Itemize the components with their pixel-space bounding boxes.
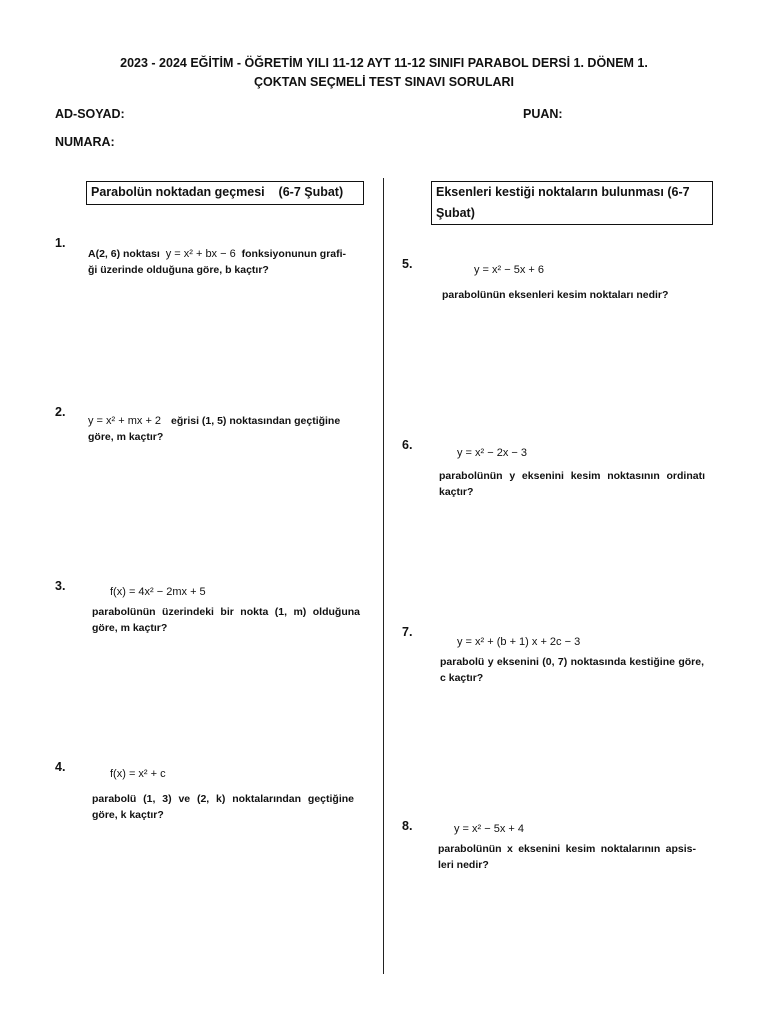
exam-title-line2: ÇOKTAN SEÇMELİ TEST SINAVI SORULARI — [254, 75, 514, 89]
question-2-text — [88, 413, 363, 445]
question-2-body: göre, m kaçtır? — [88, 431, 164, 443]
number-label: NUMARA: — [55, 135, 115, 149]
exam-title-line1: 2023 - 2024 EĞİTİM - ÖĞRETİM YILI 11-12 AYT 11-12 SINIFI PARABOL DERSİ 1. DÖNEM 1. — [120, 56, 648, 70]
exam-title — [0, 54, 768, 92]
question-7-body: parabolü y eksenini (0, 7) noktasında kestiğine göre, c kaçtır? — [440, 656, 704, 684]
question-2-post: eğrisi (1, 5) noktasından geçtiğine — [170, 415, 341, 427]
question-1-text — [88, 246, 363, 278]
question-3-formula: f(x) = 4x² − 2mx + 5 — [110, 586, 206, 598]
column-divider — [383, 178, 384, 974]
question-5-body: parabolünün eksenleri kesim noktaları nedir? — [442, 289, 669, 301]
question-8-number: 8. — [402, 819, 413, 833]
question-6-formula: y = x² − 2x − 3 — [457, 447, 528, 459]
question-2-formula: y = x² + mx + 2 — [88, 415, 162, 427]
question-4-formula: f(x) = x² + c — [110, 768, 166, 780]
question-5-formula: y = x² − 5x + 6 — [474, 264, 545, 276]
question-1-post: fonksiyonunun grafi- — [241, 248, 347, 260]
question-1-number: 1. — [55, 236, 66, 250]
question-3-body: parabolünün üzerindeki bir nokta (1, m) olduğuna göre, m kaçtır? — [92, 606, 360, 634]
question-1-pre: A(2, 6) noktası — [88, 248, 160, 260]
score-label: PUAN: — [523, 107, 563, 121]
name-label: AD-SOYAD: — [55, 107, 125, 121]
question-3-number: 3. — [55, 579, 66, 593]
right-section-heading: Eksenleri kestiği noktaların bulunması (6-7 Şubat) — [431, 181, 713, 225]
question-4-body: parabolü (1, 3) ve (2, k) noktalarından geçtiğine göre, k kaçtır? — [92, 793, 354, 821]
question-7-number: 7. — [402, 625, 413, 639]
question-8-formula: y = x² − 5x + 4 — [454, 823, 525, 835]
question-6-number: 6. — [402, 438, 413, 452]
question-5-number: 5. — [402, 257, 413, 271]
question-4-number: 4. — [55, 760, 66, 774]
left-section-heading: Parabolün noktadan geçmesi (6-7 Şubat) — [86, 181, 364, 205]
question-7-formula: y = x² + (b + 1) x + 2c − 3 — [457, 636, 581, 648]
question-2-number: 2. — [55, 405, 66, 419]
question-1-formula: y = x² + bx − 6 — [165, 248, 236, 260]
question-1-body: ği üzerinde olduğuna göre, b kaçtır? — [88, 264, 269, 276]
question-6-body: parabolünün y eksenini kesim noktasının ordinatı kaçtır? — [439, 470, 705, 498]
question-8-body: parabolünün x eksenini kesim noktalarının apsis-leri nedir? — [438, 843, 696, 871]
